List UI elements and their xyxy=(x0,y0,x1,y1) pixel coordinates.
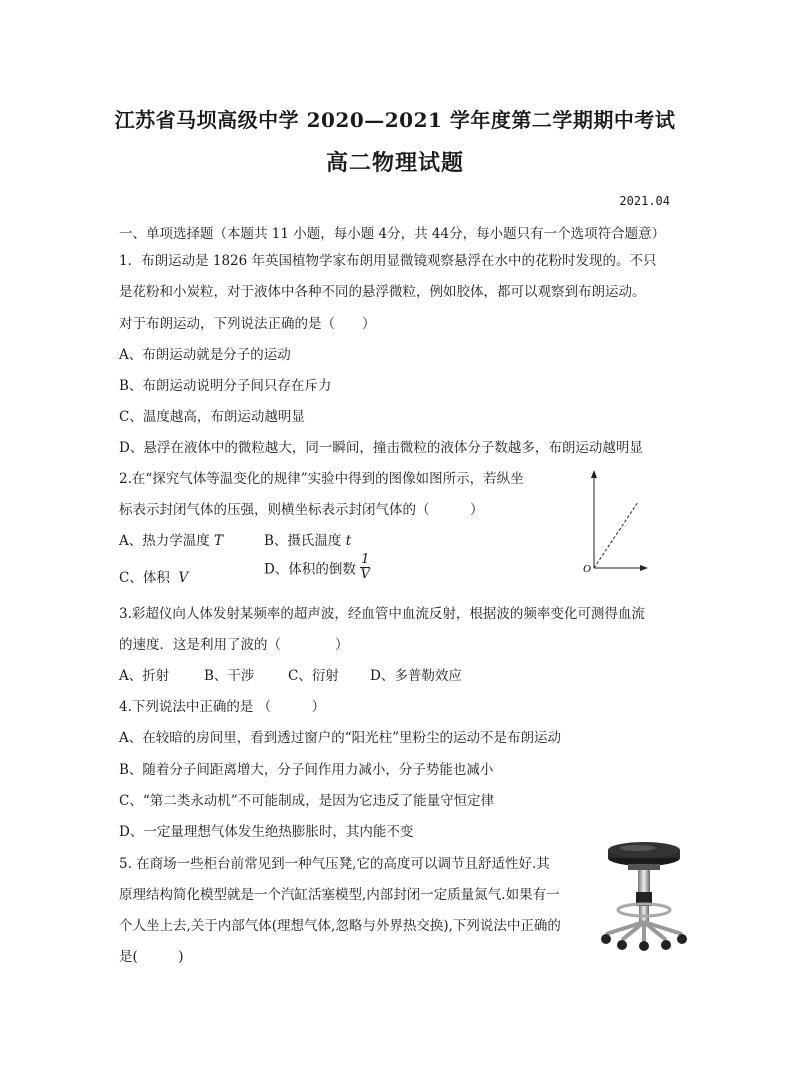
q1-line1: 1．布朗运动是 1826 年英国植物学家布朗用显微镜观察悬浮在水中的花粉时发现的。不只 xyxy=(119,253,657,269)
q5-line3: 个人坐上去,关于内部气体(理想气体,忽略与外界热交换),下列说法中正确的 xyxy=(119,918,561,934)
q4-line1: 4.下列说法中正确的是 （ ） xyxy=(119,699,326,715)
q3-option-b: B、干涉 xyxy=(204,668,255,684)
q4-option-b: B、随着分子间距离增大，分子间作用力减小，分子势能也减小 xyxy=(119,762,494,778)
exam-title: 江苏省马坝高级中学 2020—2021 学年度第二学期期中考试 xyxy=(114,108,676,132)
caster-wheel xyxy=(601,934,611,944)
q2-option-a: A、热力学温度 T xyxy=(119,533,224,549)
section-heading: 一、单项选择题（本题共 11 小题，每小题 4分，共 44分，每小题只有一个选项符合题意） xyxy=(119,226,666,242)
caster-wheel xyxy=(677,934,687,944)
q2-option-b: B、摄氏温度 t xyxy=(264,533,352,549)
q4-option-a: A、在较暗的房间里，看到透过窗户的“阳光柱”里粉尘的运动不是布朗运动 xyxy=(119,730,562,746)
q4-option-c: C、“第二类永动机”不可能制成，是因为它违反了能量守恒定律 xyxy=(119,793,495,809)
q3-option-c: C、衍射 xyxy=(288,668,339,684)
q3-line1: 3.彩超仪向人体发射某频率的超声波，经血管中血流反射，根据波的频率变化可测得血流 xyxy=(119,606,645,622)
q2-line1: 2.在“探究气体等温变化的规律”实验中得到的图像如图所示，若纵坐 xyxy=(119,471,524,487)
q1-option-b: B、布朗运动说明分子间只存在斥力 xyxy=(119,378,332,394)
q4-option-d: D、一定量理想气体发生绝热膨胀时，其内能不变 xyxy=(119,824,414,840)
q2-option-d: D、体积的倒数 $\frac{1}{V}$ xyxy=(264,552,370,582)
q1-line3: 对于布朗运动，下列说法正确的是（ ） xyxy=(119,316,376,332)
exam-date: 2021.04 xyxy=(619,194,670,208)
q5-line1: 5. 在商场一些柜台前常见到一种气压凳,它的高度可以调节且舒适性好.其 xyxy=(119,856,550,872)
exam-subtitle: 高二物理试题 xyxy=(325,150,464,176)
caster-wheel xyxy=(639,941,649,951)
gas-cylinder xyxy=(638,870,650,892)
reciprocal-fraction: $\frac{1}{V}$ xyxy=(360,552,370,582)
q3-line2: 的速度．这是利用了波的（ ） xyxy=(119,637,349,653)
q1-option-d: D、悬浮在液体中的微粒越大，同一瞬间，撞击微粒的液体分子数越多，布朗运动越明显 xyxy=(119,440,643,456)
q2-option-c: C、体积 V xyxy=(119,570,189,586)
q2-line2: 标表示封闭气体的压强，则横坐标表示封闭气体的（ ） xyxy=(119,502,484,518)
x-axis-arrow xyxy=(640,565,648,571)
y-axis-arrow xyxy=(591,470,597,478)
data-line xyxy=(594,502,638,568)
q5-line4: 是( ) xyxy=(119,949,184,965)
gas-stool-image xyxy=(598,836,690,952)
q1-option-a: A、布朗运动就是分子的运动 xyxy=(119,347,291,363)
pressure-graph xyxy=(580,468,650,574)
q1-option-c: C、温度越高，布朗运动越明显 xyxy=(119,409,305,425)
q5-line2: 原理结构简化模型就是一个汽缸活塞模型,内部封闭一定质量氮气.如果有一 xyxy=(119,887,560,903)
q3-option-a: A、折射 xyxy=(119,668,170,684)
q3-option-d: D、多普勒效应 xyxy=(370,668,462,684)
caster-wheel xyxy=(661,940,671,950)
caster-wheel xyxy=(617,940,627,950)
q1-line2: 是花粉和小炭粒，对于液体中各种不同的悬浮微粒，例如胶体，都可以观察到布朗运动。 xyxy=(119,284,646,300)
origin-label: O xyxy=(583,563,591,574)
